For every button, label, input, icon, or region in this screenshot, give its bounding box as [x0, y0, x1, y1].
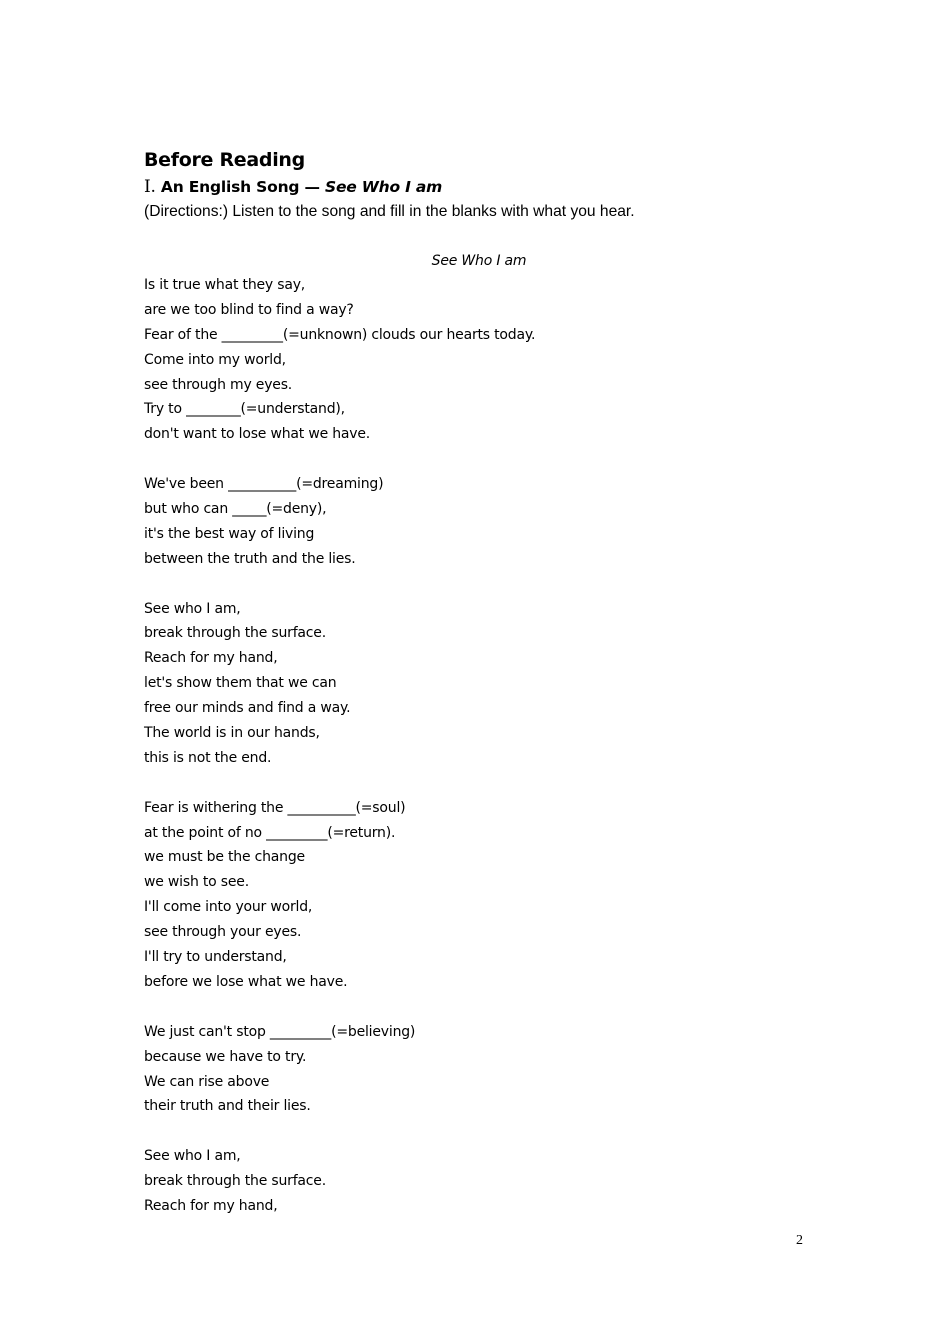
lyric-line: because we have to try. [144, 1048, 307, 1065]
lyric-line: I'll try to understand, [144, 949, 287, 966]
lyric-line: Fear of the _________(=unknown) clouds our hearts today. [144, 326, 536, 343]
lyric-line: break through the surface. [144, 625, 326, 642]
lyric-line [144, 1119, 814, 1144]
lyric-line: We just can't stop _________(=believing) [144, 1023, 416, 1040]
lyric-line: I'll come into your world, [144, 899, 313, 916]
lyric-line: We've been __________(=dreaming) [144, 476, 384, 493]
lyric-line: we must be the change [144, 849, 305, 866]
roman-numeral: Ⅰ. [144, 177, 156, 197]
subheading-text: An English Song — [155, 178, 325, 196]
lyric-line: Is it true what they say, [144, 277, 306, 293]
lyric-line: at the point of no _________(=return). [144, 824, 396, 841]
page-number: 2 [796, 1233, 803, 1248]
lyric-line: are we too blind to find a way? [144, 301, 354, 318]
lyric-line: see through your eyes. [144, 924, 302, 941]
lyric-line: We can rise above [144, 1073, 270, 1090]
lyric-line: their truth and their lies. [144, 1098, 311, 1115]
lyric-line: don't want to lose what we have. [144, 426, 371, 443]
lyric-line [144, 995, 814, 1020]
section-subheading [144, 174, 814, 200]
lyric-line: see through my eyes. [144, 376, 293, 393]
lyric-line: See who I am, [144, 600, 241, 617]
lyric-line: break through the surface. [144, 1173, 326, 1190]
lyric-line: before we lose what we have. [144, 973, 348, 990]
section-heading: Before Reading [144, 149, 305, 171]
lyric-line: Reach for my hand, [144, 650, 278, 667]
lyric-line [144, 447, 814, 472]
lyric-line: we wish to see. [144, 874, 249, 891]
lyric-line: it's the best way of living [144, 525, 315, 542]
lyric-line: Try to ________(=understand), [144, 401, 345, 418]
subheading-song-title: See Who I am [325, 178, 443, 196]
lyric-line: The world is in our hands, [144, 725, 320, 742]
lyric-line: between the truth and the lies. [144, 550, 356, 567]
song-lyrics [144, 273, 814, 1219]
lyric-line: Reach for my hand, [144, 1197, 278, 1214]
lyric-line [144, 572, 814, 597]
directions-text: (Directions:) Listen to the song and fill in the blanks with what you hear. [144, 203, 635, 220]
lyric-line: this is not the end. [144, 749, 272, 766]
lyric-line: let's show them that we can [144, 675, 337, 692]
lyric-line: free our minds and find a way. [144, 700, 351, 717]
lyric-line: Come into my world, [144, 351, 286, 368]
lyric-line: but who can _____(=deny), [144, 501, 327, 518]
lyric-line: See who I am, [144, 1148, 241, 1165]
song-title: See Who I am [431, 253, 527, 269]
page-content [144, 146, 814, 1219]
lyric-line [144, 771, 814, 796]
lyric-line: Fear is withering the __________(=soul) [144, 799, 406, 816]
